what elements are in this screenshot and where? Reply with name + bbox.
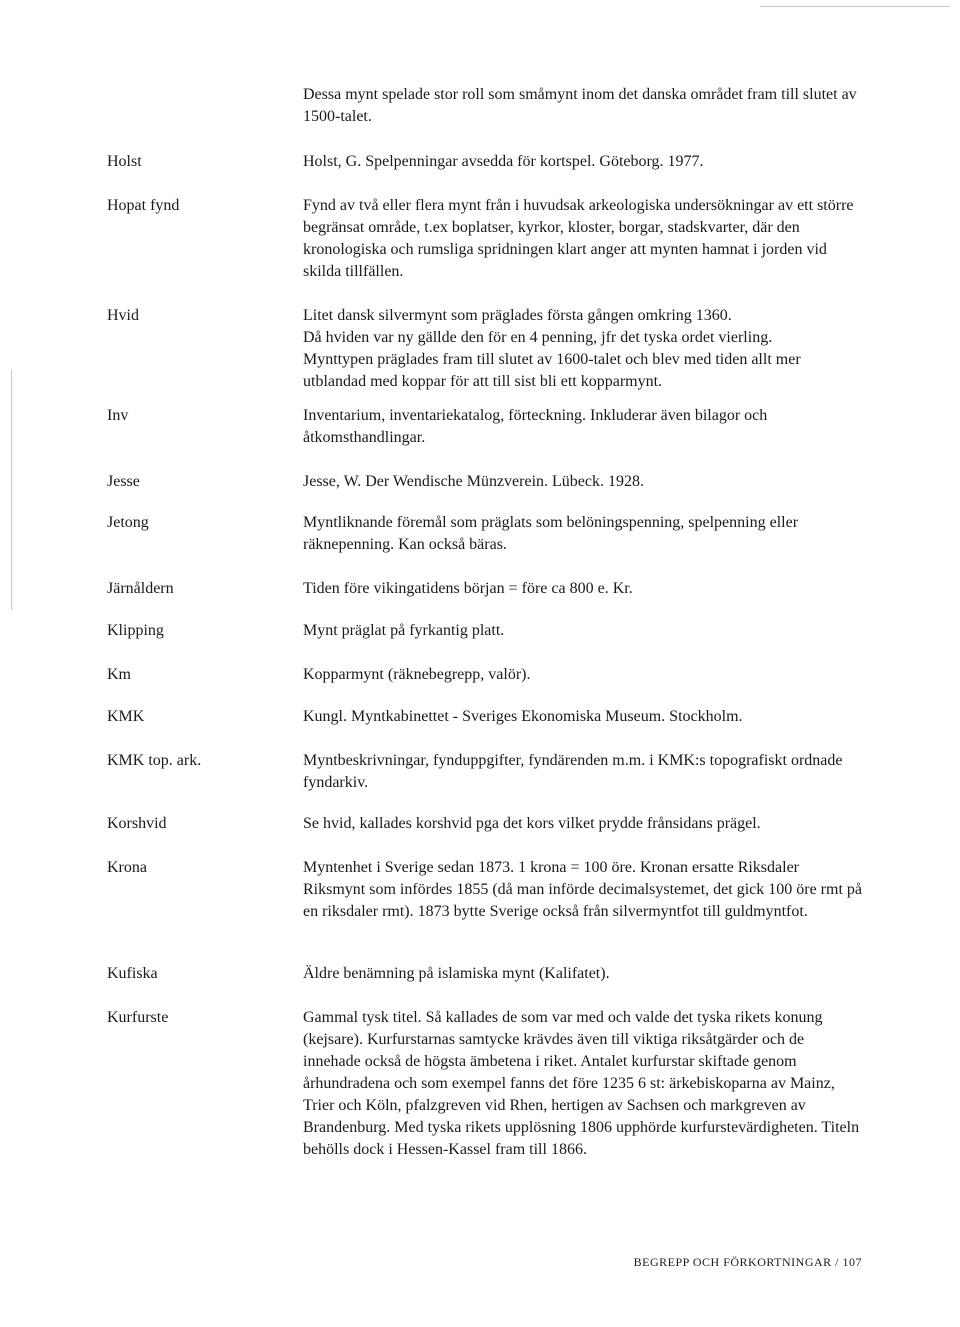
definition-line: Myntenhet i Sverige sedan 1873. 1 krona = 100 öre. Kronan ersatte Riksdaler Riksmynt som infördes 1855 (då man införde decimalsystemet, det gick 100 öre rmt på en riksdaler rmt). 1873 bytte Sverige också från silvermyntfot till guldmyntfot. [303, 859, 862, 920]
definition-line: Gammal tysk titel. Så kallades de som var med och valde det tyska rikets konung (kejsare). Kurfurstarnas samtycke krävdes även till viktiga riksåtgärder och de innehade också de högsta ämbetena i riket. Antalet kurfurstar skiftade genom århundradena och som exempel fanns det före 1235 6 st: ärkebiskoparna av Mainz, Trier och Köln, pfalzgreven vid Rhen, hertigen av Sachsen och markgreven av Brandenburg. Med tyska rikets upplösning 1806 upphörde kurfurstevärdigheten. Titeln behölls dock i Hessen-Kassel fram till 1866. [303, 1009, 860, 1158]
glossary-term: Krona [107, 859, 147, 876]
glossary-term: Jesse [107, 473, 140, 490]
definition-line: Äldre benämning på islamiska mynt (Kalifatet). [303, 965, 610, 982]
glossary-definition [303, 151, 863, 173]
glossary-term: Korshvid [107, 815, 167, 832]
glossary-definition [303, 963, 863, 985]
scan-edge-line-top [760, 6, 950, 7]
glossary-term: Inv [107, 407, 129, 424]
glossary-term: Km [107, 666, 131, 683]
definition-line: Kopparmynt (räknebegrepp, valör). [303, 666, 531, 683]
glossary-term: KMK top. ark. [107, 752, 202, 769]
glossary-term: Järnåldern [107, 580, 174, 597]
definition-line: Inventarium, inventariekatalog, förteckning. Inkluderar även bilagor och åtkomsthandlingar. [303, 407, 768, 446]
page-footer: BEGREPP OCH FÖRKORTNINGAR / 107 [633, 1255, 862, 1269]
glossary-definition [303, 813, 863, 835]
definition-line: Kungl. Myntkabinettet - Sveriges Ekonomiska Museum. Stockholm. [303, 708, 743, 725]
intro-paragraph: Dessa mynt spelade stor roll som småmynt inom det danska området fram till slutet av 1500-talet. [303, 86, 857, 125]
definition-line: Mynttypen präglades fram till slutet av 1600-talet och blev med tiden allt mer utblandad med koppar för att till sist bli ett kopparmynt. [303, 351, 801, 390]
definition-line: Litet dansk silvermynt som präglades första gången omkring 1360. [303, 307, 732, 324]
glossary-term: Kurfurste [107, 1009, 169, 1026]
definition-line: Fynd av två eller flera mynt från i huvudsak arkeologiska undersökningar av ett större begränsat område, t.ex boplatser, kyrkor, kloster, borgar, stadskvarter, där den kronologiska och rumsliga spridningen klart anger att mynten hamnat i jorden vid skilda tillfällen. [303, 197, 854, 280]
glossary-term: Hopat fynd [107, 197, 180, 214]
definition-line: Tiden före vikingatidens början = före ca 800 e. Kr. [303, 580, 633, 597]
glossary-definition [303, 512, 863, 556]
glossary-definition [303, 471, 863, 493]
definition-line: Mynt präglat på fyrkantig platt. [303, 622, 505, 639]
glossary-definition [303, 195, 863, 283]
glossary-term: Klipping [107, 622, 164, 639]
definition-line: Myntliknande föremål som präglats som belöningspenning, spelpenning eller räknepenning. Kan också bäras. [303, 514, 799, 553]
glossary-definition [303, 1007, 863, 1161]
glossary-term: KMK [107, 708, 145, 725]
glossary-definition [303, 857, 863, 923]
definition-line: Då hviden var ny gällde den för en 4 penning, jfr det tyska ordet vierling. [303, 329, 773, 346]
definition-line: Myntbeskrivningar, fynduppgifter, fyndärenden m.m. i KMK:s topografiskt ordnade fyndarkiv. [303, 752, 843, 791]
glossary-definition [303, 405, 863, 449]
glossary-definition [303, 578, 863, 600]
glossary-definition [303, 305, 863, 393]
definition-line: Se hvid, kallades korshvid pga det kors vilket prydde frånsidans prägel. [303, 815, 761, 832]
glossary-term: Jetong [107, 514, 149, 531]
glossary-definition [303, 750, 863, 794]
glossary-definition [303, 620, 863, 642]
glossary-term: Kufiska [107, 965, 158, 982]
definition-line: Jesse, W. Der Wendische Münzverein. Lübeck. 1928. [303, 473, 644, 490]
glossary-definition [303, 664, 863, 686]
glossary-definition [303, 706, 863, 728]
glossary-term: Holst [107, 153, 142, 170]
scan-edge-line [11, 370, 12, 610]
glossary-term: Hvid [107, 307, 139, 324]
definition-line: Holst, G. Spelpenningar avsedda för kortspel. Göteborg. 1977. [303, 153, 704, 170]
